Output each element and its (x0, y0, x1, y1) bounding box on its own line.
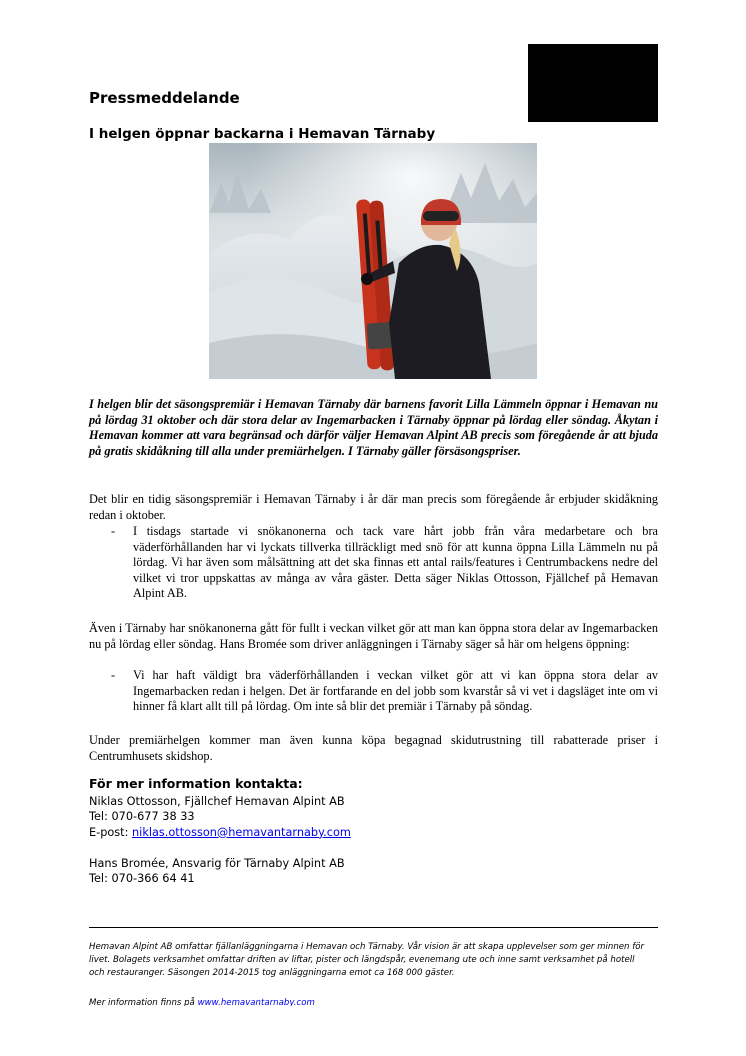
list-dash: - (111, 524, 116, 538)
skier-photo-illustration (209, 143, 537, 379)
headline: I helgen öppnar backarna i Hemavan Tärnaby (89, 126, 436, 142)
contact-niklas (89, 794, 351, 840)
footer-divider (89, 927, 658, 928)
quote-text: I tisdags startade vi snökanonerna och tack vare hårt jobb från våra medarbetare och bra väderförhållanden har vi lyckats tillverka tillräckligt med snö för att kunna öppna Lilla Lämmeln nu på lördag. Vi har även som målsättning att det ska finnas ett antal rails/features i Centrumbackens nedre del vilket vi tror uppskattas av många av våra gäster. Detta säger Niklas Ottosson, Fjällchef på Hemavan Alpint AB. (133, 524, 658, 601)
body-paragraph-1: Det blir en tidig säsongspremiär i Hemavan Tärnaby i år där man precis som föregående år erbjuder skidåkning redan i oktober. (89, 492, 658, 522)
quote-niklas (89, 524, 658, 602)
website-link[interactable]: www.hemavantarnaby.com (197, 998, 315, 1006)
contact-name: Hans Bromée, Ansvarig för Tärnaby Alpint AB (89, 857, 345, 870)
list-dash: - (111, 668, 116, 682)
contact-phone: Tel: 070-366 64 41 (89, 872, 195, 886)
contact-hans (89, 856, 345, 887)
email-link[interactable]: niklas.ottosson@hemavantarnaby.com (132, 825, 351, 839)
skier-photo (209, 143, 537, 379)
logo-placeholder (528, 44, 658, 122)
contact-phone: Tel: 070-677 38 33 (89, 810, 195, 824)
lead-paragraph: I helgen blir det säsongspremiär i Hemavan Tärnaby där barnens favorit Lilla Lämmeln öppnar i Hemavan nu på lördag 31 oktober och där stora delar av Ingemarbacken i Tärnaby öppnar på lördag eller söndag. Åkytan i Hemavan kommer att vara begränsad och därför väljer Hemavan Alpint AB precis som föregående år att bjuda på gratis skidåkning till alla under premiärhelgen. I Tärnaby gäller försäsongspriser. (89, 397, 658, 458)
footer-more-info (89, 997, 315, 1006)
quote-text: Vi har haft väldigt bra väderförhållanden i veckan vilket gör att vi kan öppna stora delar av Ingemarbacken redan i helgen. Det är fortfarande en del jobb som kvarstår så vi vet i dagsläget inte om vi hinner få klart allt till på lördag. Om inte så blir det premiär i Tärnaby på söndag. (133, 668, 658, 714)
contact-name: Niklas Ottosson, Fjällchef Hemavan Alpint AB (89, 795, 345, 808)
body-paragraph-2: Även i Tärnaby har snökanonerna gått för fullt i veckan vilket gör att man kan öppna stora delar av Ingemarbacken nu på lördag eller söndag. Hans Bromée som driver anläggningen i Tärnaby säger så här om helgens öppning: (89, 621, 658, 651)
document-type-title: Pressmeddelande (89, 89, 240, 107)
footer-text: Hemavan Alpint AB omfattar fjällanläggningarna i Hemavan och Tärnaby. Vår vision är att skapa upplevelser som ger minnen för livet. Bolagets verksamhet omfattar driften av liftar, pister och längdspår, evenemang ute och inne samt verksamhet på hotell och restauranger. Säsongen 2014-2015 tog anläggningarna emot ca 168 000 gäster. (89, 942, 645, 979)
quote-hans (89, 668, 658, 715)
body-paragraph-3: Under premiärhelgen kommer man även kunna köpa begagnad skidutrustning till rabatterade priser i Centrumhusets skidshop. (89, 733, 658, 763)
contact-email-line (89, 825, 351, 840)
contact-heading: För mer information kontakta: (89, 776, 303, 791)
email-label: E-post: (89, 825, 133, 839)
more-info-label: Mer information finns på (89, 998, 198, 1006)
